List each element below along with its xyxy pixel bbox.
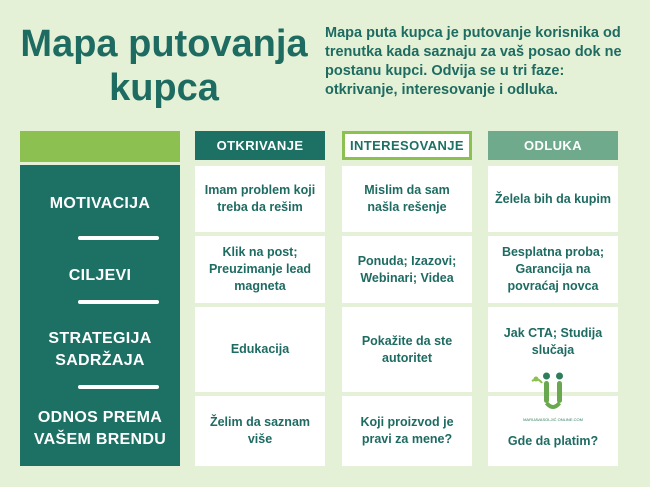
cell-interesovanje-odnos: Koji proizvod je pravi za mene? (342, 396, 472, 466)
cell-odluka-strategija: Jak CTA; Studija slučaja (488, 307, 618, 392)
row-divider (78, 236, 159, 240)
left-column-header (20, 131, 180, 162)
row-divider (78, 385, 159, 389)
row-labels-column (20, 165, 180, 466)
row-divider (78, 300, 159, 304)
cell-interesovanje-motivacija: Mislim da sam našla rešenje (342, 166, 472, 232)
column-interesovanje (342, 131, 472, 446)
column-odluka (488, 131, 618, 448)
brand-logo-icon (528, 369, 578, 417)
row-label-ciljevi: CILJEVI (68, 267, 132, 284)
intro-text: Mapa puta kupca je putovanje korisnika od trenutka kada saznaju za vaš posao dok ne postanu kupci. Odvija se u tri faze: otkrivanje, interesovanje i odluka. (325, 25, 622, 98)
page-title: Mapa putovanja kupca (20, 23, 308, 109)
column-header-otkrivanje: OTKRIVANJE (195, 131, 325, 160)
cell-interesovanje-ciljevi: Ponuda; Izazovi; Webinari; Videa (342, 236, 472, 303)
cell-otkrivanje-ciljevi: Klik na post; Preuzimanje lead magneta (195, 236, 325, 303)
brand-logo-text: MARIJAVASOLJIĆ ONLINE.COM (523, 417, 583, 422)
row-label-strategija: STRATEGIJA SADRŽAJA (48, 330, 152, 369)
row-label-odnos: ODNOS PREMA VAŠEM BRENDU (33, 409, 167, 448)
cell-otkrivanje-strategija: Edukacija (195, 307, 325, 392)
column-header-odluka: ODLUKA (488, 131, 618, 160)
cell-odluka-motivacija: Želela bih da kupim (488, 166, 618, 232)
cell-interesovanje-strategija: Pokažite da ste autoritet (342, 307, 472, 392)
cell-odluka-odnos: Gde da platim? (488, 396, 618, 466)
cell-otkrivanje-motivacija: Imam problem koji treba da rešim (195, 166, 325, 232)
column-header-interesovanje: INTERESOVANJE (342, 131, 472, 160)
row-label-motivacija: MOTIVACIJA (49, 195, 151, 212)
cell-otkrivanje-odnos: Želim da saznam više (195, 396, 325, 466)
column-otkrivanje (195, 131, 325, 446)
cell-odluka-ciljevi: Besplatna proba; Garancija na povraćaj novca (488, 236, 618, 303)
